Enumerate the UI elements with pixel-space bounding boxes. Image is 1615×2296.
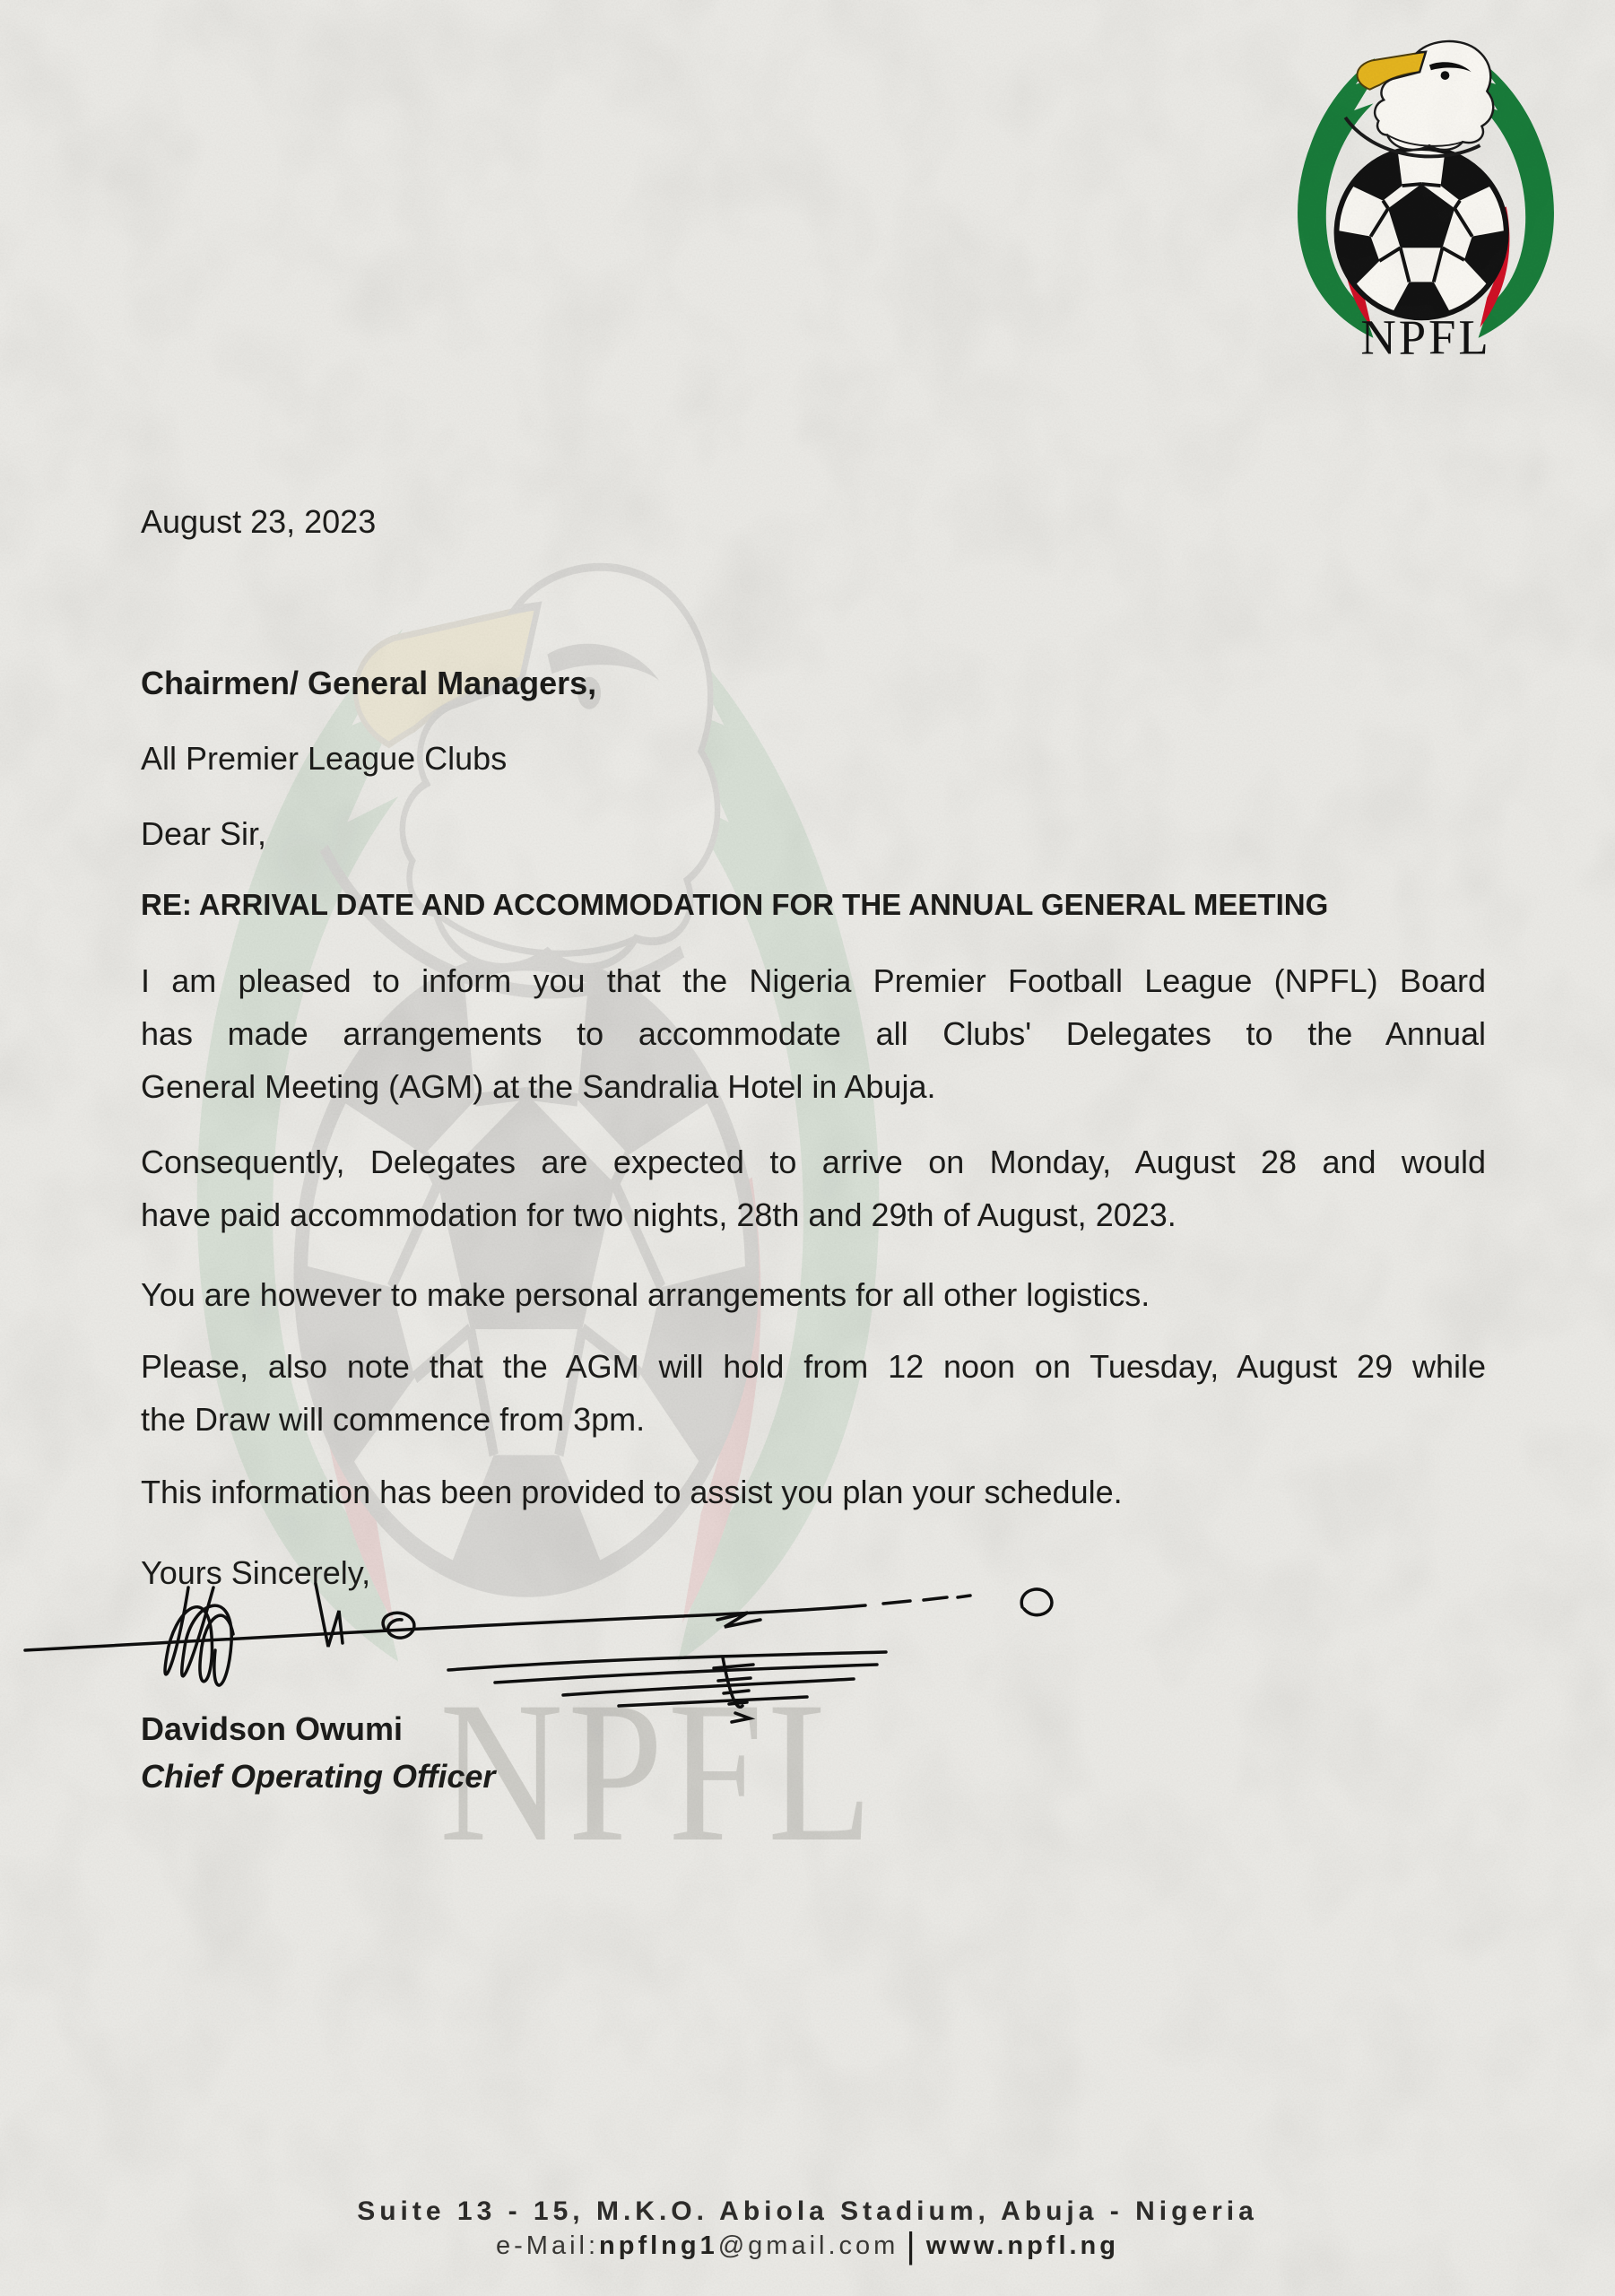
npfl-logo-wordmark: NPFL [1360,309,1491,365]
subject-line: RE: ARRIVAL DATE AND ACCOMMODATION FOR THE ANNUAL GENERAL MEETING [141,888,1329,921]
signatory-title: Chief Operating Officer [141,1758,496,1795]
paragraph-line: Please, also note that the AGM will hold from 12 noon on Tuesday, August 29 while [141,1348,1486,1385]
signatory-name: Davidson Owumi [141,1710,404,1747]
recipient-title: Chairmen/ General Managers, [141,665,597,701]
handwritten-signature [0,1561,1130,1866]
paragraph-5 [141,1465,1486,1518]
paragraph-line: I am pleased to inform you that the Nigeria Premier Football League (NPFL) Board [141,962,1486,999]
footer-website: www.npfl.ng [925,2231,1119,2260]
email-domain: @gmail.com [717,2231,899,2260]
paragraph-line: General Meeting (AGM) at the Sandralia Hotel in Abuja. [141,1068,936,1105]
paragraph-4 [141,1340,1486,1446]
paragraph-2 [141,1135,1486,1241]
paragraph-line: have paid accommodation for two nights, 28th and 29th of August, 2023. [141,1196,1177,1233]
closing-line: Yours Sincerely, [141,1554,371,1591]
paragraph-line: has made arrangements to accommodate all Clubs' Delegates to the Annual [141,1015,1486,1052]
paragraph-line: You are however to make personal arrangements for all other logistics. [141,1276,1150,1313]
npfl-watermark-text: NPFL [439,1659,878,1883]
footer-address: Suite 13 - 15, M.K.O. Abiola Stadium, Abuja - Nigeria [357,2196,1258,2226]
footer-separator: | [906,2226,919,2266]
paragraph-line: the Draw will commence from 3pm. [141,1401,646,1438]
email-label: e-Mail: [496,2231,600,2260]
email-user: npflng1 [599,2231,718,2260]
paragraph-line: Consequently, Delegates are expected to arrive on Monday, August 28 and would [141,1144,1486,1180]
paragraph-3 [141,1268,1486,1321]
recipient-organization: All Premier League Clubs [141,740,508,777]
paragraph-1 [141,954,1486,1113]
footer-contacts [0,2228,1615,2264]
letter-date: August 23, 2023 [141,503,377,540]
paragraph-line: This information has been provided to assist you plan your schedule. [141,1474,1123,1510]
letter-footer [0,2196,1615,2264]
salutation: Dear Sir, [141,815,267,852]
npfl-logo [1242,7,1610,366]
